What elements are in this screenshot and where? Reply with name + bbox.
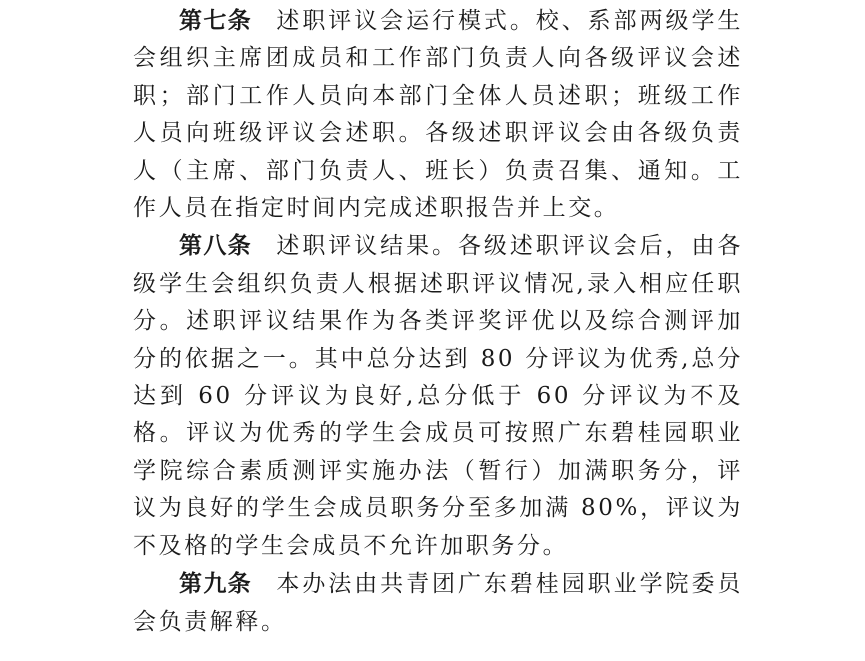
article-8-title: 第八条 bbox=[179, 232, 253, 260]
article-9-body: 本办法由共青团广东碧桂园职业学院委员会负责解释。 bbox=[133, 571, 743, 635]
article-8-body: 述职评议结果。各级述职评议会后，由各级学生会组织负责人根据述职评议情况,录入相应任职分。述职评议结果作为各类评奖评优以及综合测评加分的依据之一。其中总分达到 80 分评议为优秀,总分达到 60 分评议为良好,总分低于 60 分评议为不及格。评议为优秀的学生会成员可按照广东碧桂园职业学院综合素质测评实施办法（暂行）加满职务分，评议为良好的学生会成员职务分至多加满 80%，评议为不及格的学生会成员不允许加职务分。 bbox=[133, 233, 743, 559]
article-9 bbox=[133, 565, 743, 641]
article-7-body: 述职评议会运行模式。校、系部两级学生会组织主席团成员和工作部门负责人向各级评议会述职；部门工作人员向本部门全体人员述职；班级工作人员向班级评议会述职。各级述职评议会由各级负责人（主席、部门负责人、班长）负责召集、通知。工作人员在指定时间内完成述职报告并上交。 bbox=[133, 8, 743, 222]
article-7-title: 第七条 bbox=[179, 7, 253, 34]
document-body bbox=[133, 2, 743, 641]
article-7 bbox=[133, 2, 743, 227]
article-9-title: 第九条 bbox=[179, 570, 253, 598]
article-8 bbox=[133, 227, 743, 565]
